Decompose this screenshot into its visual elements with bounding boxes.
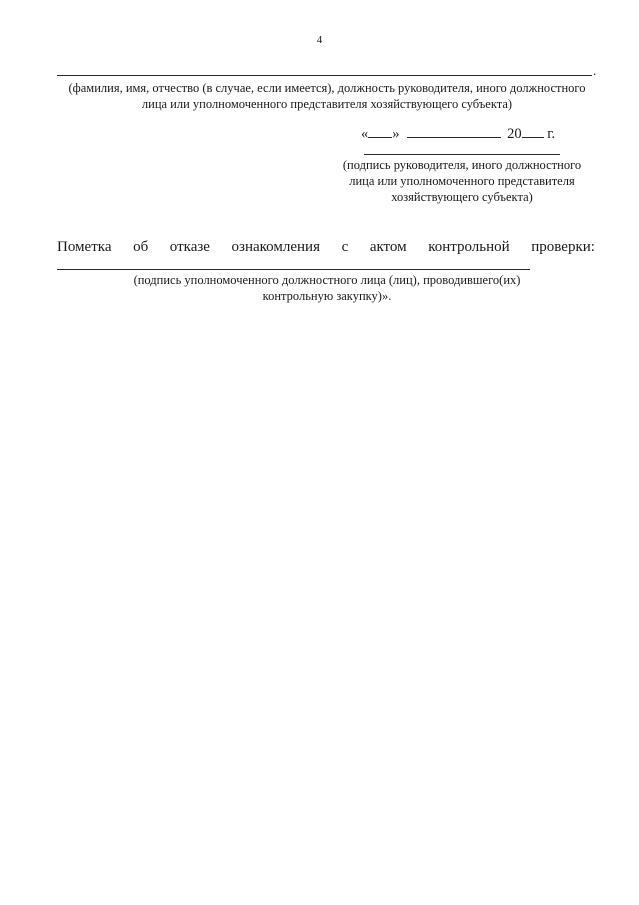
fullname-position-caption-line-1: (фамилия, имя, отчество (в случае, если имеется), должность руководителя, иного должностного: [68, 81, 586, 95]
open-quote: «: [361, 126, 369, 142]
head-signature-caption-line-2: лица или уполномоченного представителя: [349, 174, 575, 188]
official-signature-caption: [57, 272, 597, 304]
refusal-note-word: проверки:: [531, 239, 595, 255]
month-blank: [407, 125, 501, 138]
year-suffix: г.: [547, 126, 556, 142]
fullname-position-line: [57, 75, 592, 76]
fullname-position-caption-line-2: лица или уполномоченного представителя хозяйствующего субъекта): [141, 97, 513, 111]
head-signature-caption-line-1: (подпись руководителя, иного должностного: [342, 158, 582, 172]
year-blank: [522, 125, 544, 138]
refusal-note-word: об: [133, 239, 149, 255]
trailing-dot: .: [593, 63, 597, 78]
fullname-position-caption: [57, 80, 597, 112]
refusal-note-word: актом: [369, 239, 407, 255]
close-quote: »: [392, 126, 400, 142]
day-blank: [368, 125, 392, 138]
year-prefix: 20: [507, 126, 522, 142]
refusal-note-word: отказе: [169, 239, 210, 255]
refusal-note-text: [57, 239, 595, 256]
official-signature-caption-line-1: (подпись уполномоченного должностного лица (лиц), проводившего(их): [133, 273, 521, 287]
head-signature-caption-line-3: хозяйствующего субъекта): [391, 190, 533, 204]
date-line: [361, 125, 555, 143]
page-number: 4: [316, 34, 323, 46]
refusal-note-word: ознакомления: [231, 239, 320, 255]
refusal-note-word: с: [341, 239, 349, 255]
official-signature-line: [57, 269, 530, 270]
official-signature-caption-line-2: контрольную закупку)».: [262, 289, 392, 303]
refusal-note-word: контрольной: [428, 239, 510, 255]
head-signature-line: [364, 154, 560, 155]
head-signature-caption: [326, 157, 598, 205]
refusal-note-word: Пометка: [57, 239, 112, 255]
